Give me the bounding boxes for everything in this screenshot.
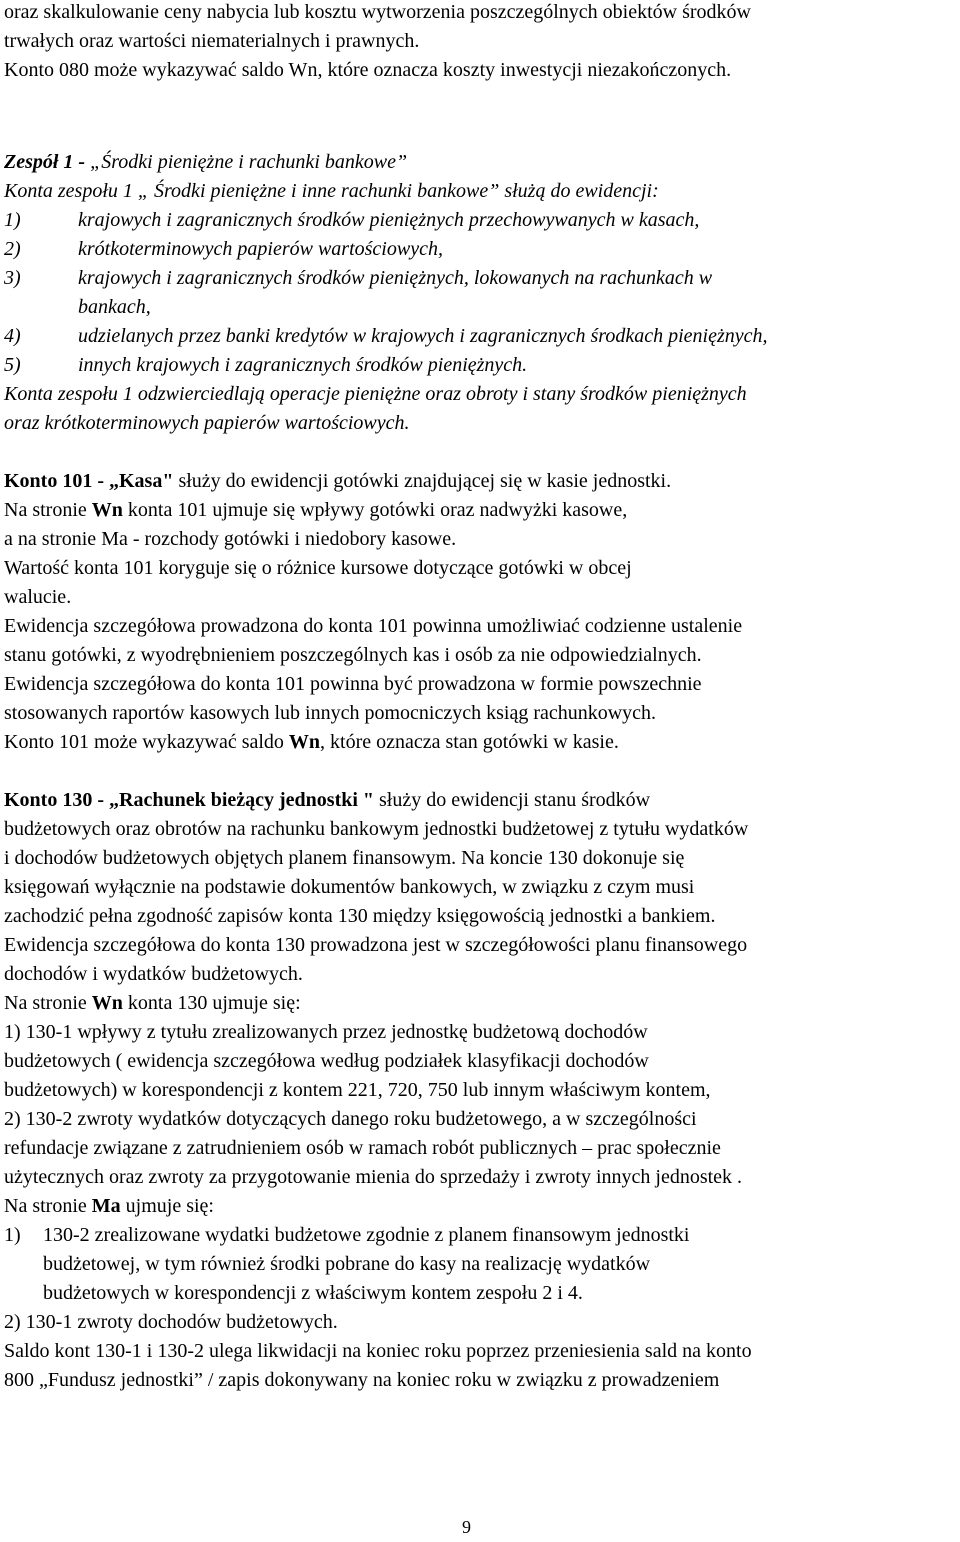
konto130-wn-2b: refundacje związane z zatrudnieniem osób w ramach robót publicznych – prac społecznie xyxy=(4,1137,721,1159)
wn-bold: Wn xyxy=(91,499,123,521)
page-number: 9 xyxy=(462,1517,471,1537)
zespol-item-1-num: 1) xyxy=(4,209,21,231)
ma-bold: Ma xyxy=(91,1195,121,1217)
konto130-line-5: zachodzić pełna zgodność zapisów konta 130 między księgowością jednostki a bankiem. xyxy=(4,905,716,927)
konto130-wn-1a: 1) 130-1 wpływy z tytułu zrealizowanych przez jednostkę budżetową dochodów xyxy=(4,1021,648,1043)
text-span: Na stronie xyxy=(4,499,92,521)
konto130-line-6: Ewidencja szczegółowa do konta 130 prowadzona jest w szczegółowości planu finansowego xyxy=(4,934,748,956)
konto130-saldo-1: Saldo kont 130-1 i 130-2 ulega likwidacji na koniec roku poprzez przeniesienia sald na konto xyxy=(4,1340,752,1362)
zespol-heading-rest: „Środki pieniężne i rachunki bankowe” xyxy=(85,151,408,173)
intro-line-1: oraz skalkulowanie ceny nabycia lub kosztu wytworzenia poszczególnych obiektów środków xyxy=(4,1,751,23)
zespol-item-4: udzielanych przez banki kredytów w krajowych i zagranicznych środkach pieniężnych, xyxy=(78,325,768,347)
konto101-line-3: a na stronie Ma - rozchody gotówki i niedobory kasowe. xyxy=(4,528,457,550)
konto101-title xyxy=(4,467,671,496)
konto130-ma-1c: budżetowych w korespondencji z właściwym kontem zespołu 2 i 4. xyxy=(43,1282,583,1304)
text-span: , które oznacza stan gotówki w kasie. xyxy=(320,731,619,753)
konto101-line-10 xyxy=(4,728,619,757)
konto130-ma-heading xyxy=(4,1192,214,1221)
zespol-item-4-num: 4) xyxy=(4,325,21,347)
konto101-line-7: stanu gotówki, z wyodrębnieniem poszczególnych kas i osób za nie odpowiedzialnych. xyxy=(4,644,702,666)
konto130-ma-1a: 130-2 zrealizowane wydatki budżetowe zgodnie z planem finansowym jednostki xyxy=(43,1224,690,1246)
konto130-line-2: budżetowych oraz obrotów na rachunku bankowym jednostki budżetowej z tytułu wydatków xyxy=(4,818,749,840)
konto130-wn-2c: użytecznych oraz zwroty za przygotowanie mienia do sprzedaży i zwroty innych jednostek . xyxy=(4,1166,743,1188)
zespol-closing-2: oraz krótkoterminowych papierów wartościowych. xyxy=(4,412,410,434)
konto130-title-bold: Konto 130 - „Rachunek bieżący jednostki " xyxy=(4,789,375,811)
konto130-line-3: i dochodów budżetowych objętych planem finansowym. Na koncie 130 dokonuje się xyxy=(4,847,685,869)
text-span: ujmuje się: xyxy=(120,1195,214,1217)
konto101-line-4: Wartość konta 101 koryguje się o różnice kursowe dotyczące gotówki w obcej xyxy=(4,557,632,579)
konto130-wn-1b: budżetowych ( ewidencja szczegółowa według podziałek klasyfikacji dochodów xyxy=(4,1050,649,1072)
konto101-line-6: Ewidencja szczegółowa prowadzona do konta 101 powinna umożliwiać codzienne ustalenie xyxy=(4,615,743,637)
text-span: konta 101 ujmuje się wpływy gotówki oraz nadwyżki kasowe, xyxy=(122,499,628,521)
text-span: konta 130 ujmuje się: xyxy=(122,992,301,1014)
konto101-title-rest: służy do ewidencji gotówki znajdującej się w kasie jednostki. xyxy=(173,470,672,492)
zespol-lead: Konta zespołu 1 „ Środki pieniężne i inne rachunki bankowe” służą do ewidencji: xyxy=(4,180,659,202)
konto130-ma-1-num: 1) xyxy=(4,1224,21,1246)
konto130-saldo-2: 800 „Fundusz jednostki” / zapis dokonywany na koniec roku w związku z prowadzeniem xyxy=(4,1369,720,1391)
konto130-ma-2: 2) 130-1 zwroty dochodów budżetowych. xyxy=(4,1311,338,1333)
zespol-heading-bold: Zespół 1 - xyxy=(4,151,86,173)
text-span: Na stronie xyxy=(4,1195,92,1217)
zespol-item-2: krótkoterminowych papierów wartościowych, xyxy=(78,238,443,260)
konto101-line-5: walucie. xyxy=(4,586,72,608)
konto130-wn-2a: 2) 130-2 zwroty wydatków dotyczących danego roku budżetowego, a w szczególności xyxy=(4,1108,697,1130)
konto130-title-rest: służy do ewidencji stanu środków xyxy=(374,789,651,811)
zespol-heading xyxy=(4,148,407,177)
zespol-item-5: innych krajowych i zagranicznych środków pieniężnych. xyxy=(78,354,528,376)
intro-line-2: trwałych oraz wartości niematerialnych i prawnych. xyxy=(4,30,420,52)
konto130-line-4: księgowań wyłącznie na podstawie dokumentów bankowych, w związku z czym musi xyxy=(4,876,695,898)
konto101-line-8: Ewidencja szczegółowa do konta 101 powinna być prowadzona w formie powszechnie xyxy=(4,673,702,695)
konto130-title xyxy=(4,786,650,815)
konto101-title-bold: Konto 101 - „Kasa" xyxy=(4,470,174,492)
zespol-item-3-num: 3) xyxy=(4,267,21,289)
zespol-item-3b: bankach, xyxy=(78,296,151,318)
konto101-line-9: stosowanych raportów kasowych lub innych pomocniczych ksiąg rachunkowych. xyxy=(4,702,657,724)
text-span: Na stronie xyxy=(4,992,92,1014)
konto130-wn-1c: budżetowych) w korespondencji z kontem 221, 720, 750 lub innym właściwym kontem, xyxy=(4,1079,711,1101)
zespol-item-5-num: 5) xyxy=(4,354,21,376)
konto130-line-7: dochodów i wydatków budżetowych. xyxy=(4,963,303,985)
zespol-item-2-num: 2) xyxy=(4,238,21,260)
wn-bold: Wn xyxy=(91,992,123,1014)
zespol-closing-1: Konta zespołu 1 odzwierciedlają operacje pieniężne oraz obroty i stany środków pieniężnych xyxy=(4,383,747,405)
intro-line-3: Konto 080 może wykazywać saldo Wn, które oznacza koszty inwestycji niezakończonych. xyxy=(4,59,732,81)
konto101-line-2 xyxy=(4,496,627,525)
text-span: Konto 101 może wykazywać saldo xyxy=(4,731,289,753)
zespol-item-1: krajowych i zagranicznych środków pieniężnych przechowywanych w kasach, xyxy=(78,209,700,231)
zespol-item-3a: krajowych i zagranicznych środków pieniężnych, lokowanych na rachunkach w xyxy=(78,267,713,289)
konto130-wn-heading xyxy=(4,989,301,1018)
wn-bold: Wn xyxy=(288,731,321,753)
konto130-ma-1b: budżetowej, w tym również środki pobrane do kasy na realizację wydatków xyxy=(43,1253,651,1275)
